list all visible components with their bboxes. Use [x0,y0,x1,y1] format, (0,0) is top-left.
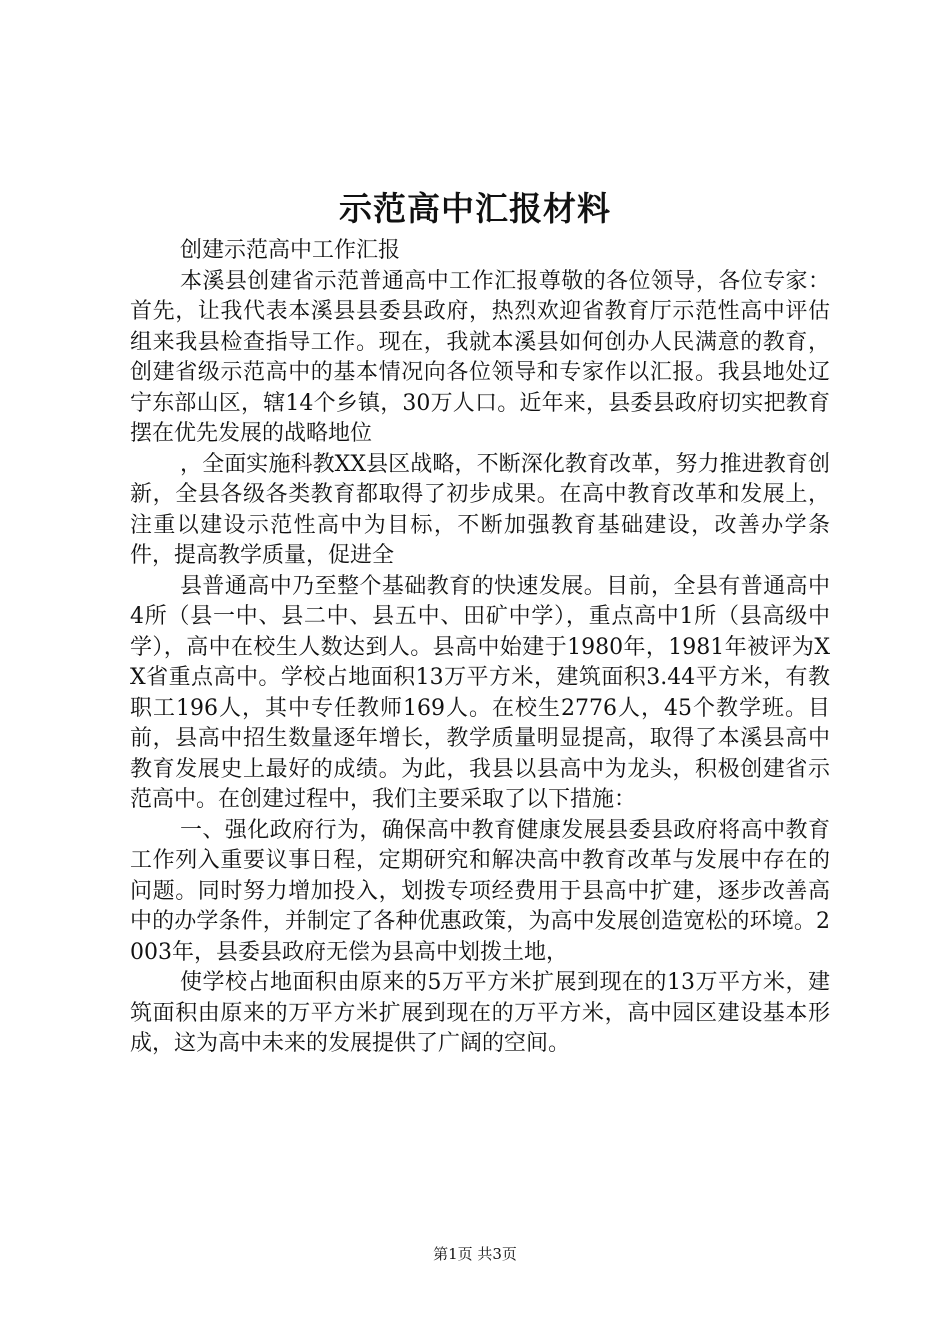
paragraph-subtitle: 创建示范高中工作汇报 [180,238,401,263]
page-footer: 第1页 共3页 [433,1245,517,1263]
document-body [130,236,830,1060]
paragraph-strategy: ，全面实施科教XX县区战略，不断深化教育改革，努力推进教育创新，全县各级各类教育都取得了初步成果。在高中教育改革和发展上，注重以建设示范性高中为目标，不断加强教育基础建设，改善办学条件，提高教学质量，促进全 [130,451,830,568]
paragraph-land-expansion: 使学校占地面积由原来的5万平方米扩展到现在的13万平方米，建筑面积由原来的万平方米扩展到现在的万平方米，高中园区建设基本形成，这为高中未来的发展提供了广阔的空间。 [130,970,830,1056]
paragraph-measure-one: 一、强化政府行为，确保高中教育健康发展县委县政府将高中教育工作列入重要议事日程，定期研究和解决高中教育改革与发展中存在的问题。同时努力增加投入，划拨专项经费用于县高中扩建，逐步改善高中的办学条件，并制定了各种优惠政策，为高中发展创造宽松的环境。2003年，县委县政府无偿为县高中划拨土地， [130,817,830,965]
document-title: 示范高中汇报材料 [339,189,611,228]
paragraph-school-stats: 县普通高中乃至整个基础教育的快速发展。目前，全县有普通高中4所（县一中、县二中、县五中、田矿中学），重点高中1所（县高级中学），高中在校生人数达到人。县高中始建于1980年，1981年被评为XX省重点高中。学校占地面积13万平方米，建筑面积3.44平方米，有教职工196人，其中专任教师169人。在校生2776人，45个教学班。目前，县高中招生数量逐年增长，教学质量明显提高，取得了本溪县高中教育发展史上最好的成绩。为此，我县以县高中为龙头，积极创建省示范高中。在创建过程中，我们主要采取了以下措施： [130,573,830,812]
paragraph-intro: 本溪县创建省示范普通高中工作汇报尊敬的各位领导，各位专家：首先，让我代表本溪县县委县政府，热烈欢迎省教育厅示范性高中评估组来我县检查指导工作。现在，我就本溪县如何创办人民满意的教育，创建省级示范高中的基本情况向各位领导和专家作以汇报。我县地处辽宁东部山区，辖14个乡镇，30万人口。近年来，县委县政府切实把教育摆在优先发展的战略地位 [130,268,830,446]
